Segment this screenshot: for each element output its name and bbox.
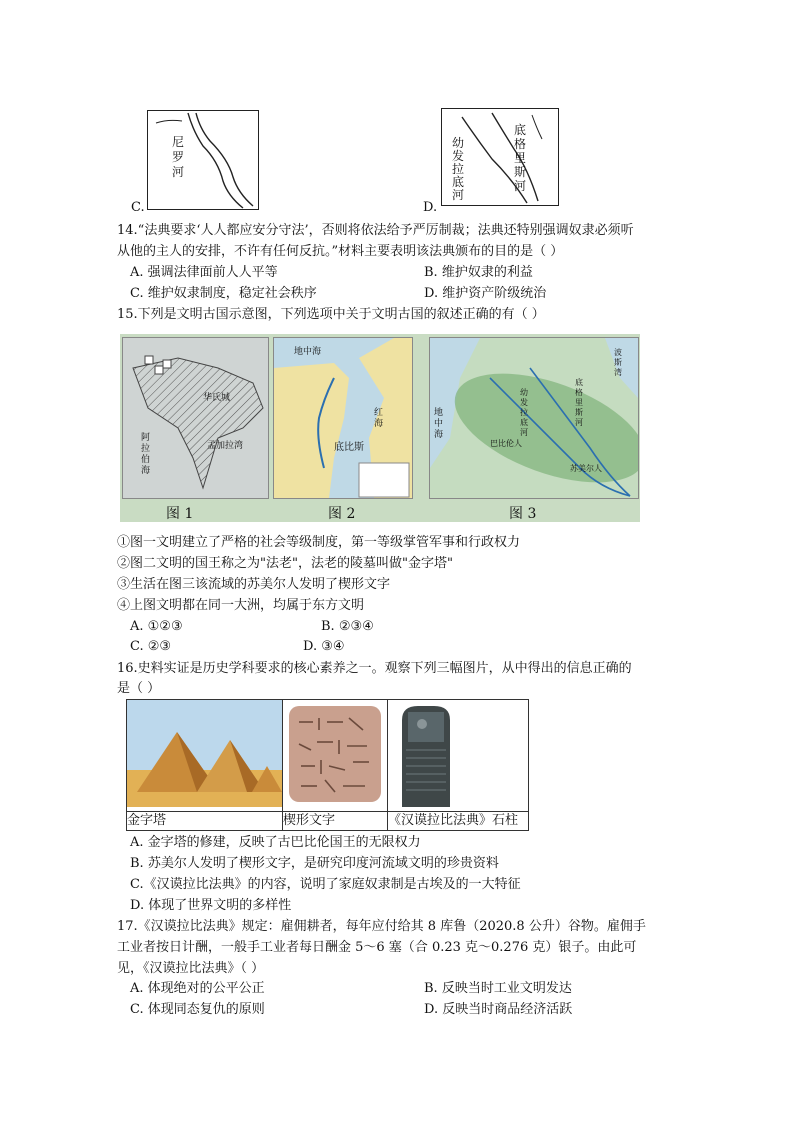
- map3-label-babylonians: 巴比伦人: [490, 439, 522, 448]
- code-stele-caption: 《汉谟拉比法典》石柱: [388, 812, 529, 831]
- map3-label-mediterranean: 地中海: [434, 408, 444, 440]
- q14-option-a[interactable]: A. 强调法律面前人人平等: [130, 265, 278, 280]
- mesopotamia-map-graphic: [430, 338, 638, 498]
- q15-statement-3: ③生活在图三该流域的苏美尔人发明了楔形文字: [117, 577, 391, 592]
- q16-option-d[interactable]: D. 体现了世界文明的多样性: [130, 898, 292, 913]
- q14-stem-line2: 从他的主人的安排，不许有任何反抗。”材料主要表明该法典颁布的目的是（ ）: [117, 244, 564, 259]
- option-c-map: [147, 110, 259, 210]
- nile-map-graphic: [148, 111, 258, 209]
- q17-stem-line2: 工业者按日计酬，一般手工业者每日酬金 5～6 塞（合 0.23 克～0.276 克）银子。由此可: [117, 940, 637, 955]
- q15-statement-2: ②图二文明的国王称之为"法老"，法老的陵墓叫做"金字塔": [117, 556, 453, 571]
- figure-3-caption: 图 3: [509, 506, 537, 522]
- q17-stem-line3: 见，《汉谟拉比法典》（ ）: [117, 961, 265, 976]
- map2-label-red-sea: 红海: [374, 408, 384, 429]
- figure-2-caption: 图 2: [328, 506, 356, 522]
- q16-image-table: [126, 699, 529, 831]
- q16-option-a[interactable]: A. 金字塔的修建，反映了古巴比伦国王的无限权力: [130, 835, 421, 850]
- q15-statement-1: ①图一文明建立了严格的社会等级制度，第一等级掌管军事和行政权力: [117, 535, 521, 550]
- pyramid-cell: [127, 700, 283, 812]
- q17-option-c[interactable]: C. 体现同态复仇的原则: [130, 1002, 265, 1017]
- egypt-map-graphic: [274, 338, 412, 498]
- option-c-label[interactable]: C.: [131, 200, 145, 215]
- q15-option-b[interactable]: B. ②③④: [321, 619, 374, 634]
- map3-label-tigris: 底格里斯河: [575, 378, 583, 427]
- q14-option-c[interactable]: C. 维护奴隶制度，稳定社会秩序: [130, 286, 317, 301]
- nile-label: 尼罗河: [172, 135, 185, 179]
- map2-label-mediterranean: 地中海: [294, 347, 322, 357]
- map1-label-arabian-sea: 阿拉伯海: [141, 433, 151, 476]
- map1-label-bay-of-bengal: 孟加拉湾: [207, 441, 244, 451]
- q16-stem-line2: 是（ ）: [117, 681, 161, 696]
- map-3-mesopotamia: [429, 337, 639, 499]
- q16-option-c[interactable]: C.《汉谟拉比法典》的内容，说明了家庭奴隶制是古埃及的一大特征: [130, 877, 521, 892]
- q17-option-d[interactable]: D. 反映当时商品经济活跃: [424, 1002, 573, 1017]
- map3-label-sumerians: 苏美尔人: [570, 464, 602, 473]
- code-stele-cell: [388, 700, 529, 812]
- map1-label-huashicheng: 华氏城: [203, 393, 231, 403]
- cuneiform-tablet-image: [283, 700, 387, 807]
- q15-option-d[interactable]: D. ③④: [303, 639, 345, 654]
- q17-option-a[interactable]: A. 体现绝对的公平公正: [130, 981, 265, 996]
- map-2-egypt: [273, 337, 413, 499]
- euphrates-label: 幼发拉底河: [452, 136, 465, 202]
- map3-label-euphrates: 幼发拉底河: [520, 388, 528, 437]
- q15-option-c[interactable]: C. ②③: [130, 639, 172, 654]
- cuneiform-caption: 楔形文字: [283, 812, 388, 831]
- hammurabi-stele-image: [388, 700, 528, 807]
- q16-stem-line1: 16.史料实证是历史学科要求的核心素养之一。观察下列三幅图片，从中得出的信息正确的: [117, 661, 632, 676]
- cuneiform-cell: [283, 700, 388, 812]
- map3-label-persian-gulf: 波斯湾: [614, 348, 622, 377]
- map-1-india: [122, 337, 269, 499]
- q14-stem-line1: 14.“法典要求‘人人都应安分守法’，否则将依法给予严厉制裁；法典还特别强调奴隶必须听: [117, 223, 634, 238]
- tigris-label: 底格里斯河: [514, 123, 527, 193]
- option-d-label[interactable]: D.: [423, 200, 438, 215]
- q14-option-d[interactable]: D. 维护资产阶级统治: [424, 286, 547, 301]
- q16-option-b[interactable]: B. 苏美尔人发明了楔形文字，是研究印度河流域文明的珍贵资料: [130, 856, 499, 871]
- pyramid-caption: 金字塔: [127, 812, 283, 831]
- map2-label-thebes: 底比斯: [334, 442, 364, 453]
- option-d-map: [441, 108, 559, 206]
- figure-1-caption: 图 1: [166, 506, 194, 522]
- pyramids-image: [127, 700, 282, 807]
- q17-option-b[interactable]: B. 反映当时工业文明发达: [424, 981, 572, 996]
- q15-option-a[interactable]: A. ①②③: [130, 619, 183, 634]
- q15-statement-4: ④上图文明都在同一大洲，均属于东方文明: [117, 598, 365, 613]
- q15-stem: 15.下列是文明古国示意图，下列选项中关于文明古国的叙述正确的有（ ）: [117, 307, 545, 322]
- q17-stem-line1: 17.《汉谟拉比法典》规定：雇佣耕者，每年应付给其 8 库鲁（2020.8 公升）谷物。雇佣手: [117, 919, 646, 934]
- q14-option-b[interactable]: B. 维护奴隶的利益: [424, 265, 533, 280]
